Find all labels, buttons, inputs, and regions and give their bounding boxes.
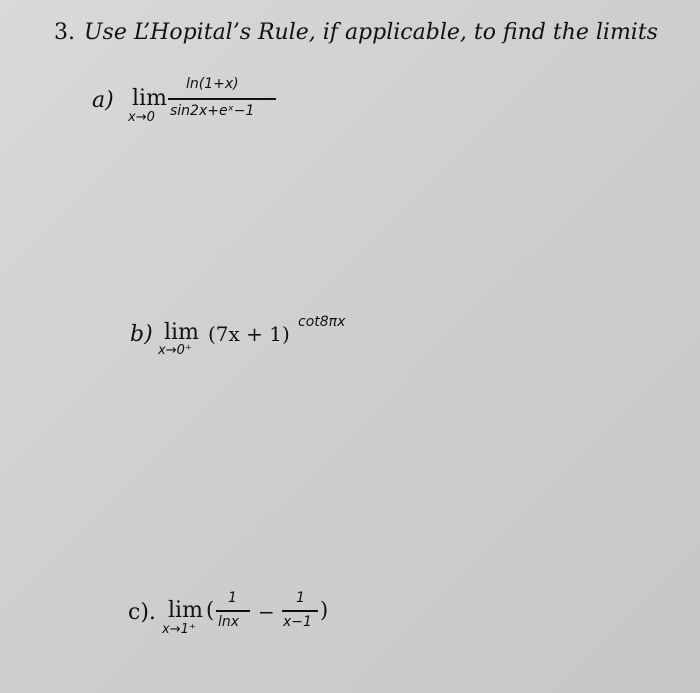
part-b-base: (7x + 1): [208, 322, 290, 346]
part-c-minus: −: [258, 600, 275, 624]
part-c-frac1-denominator: lnx: [218, 614, 240, 630]
part-c-lim: lim: [168, 598, 203, 623]
part-c-frac1-bar: [216, 610, 250, 612]
part-b-exponent: cot8πx: [298, 314, 346, 330]
part-c-close-paren: ): [320, 598, 329, 622]
part-a-numerator: ln(1+x): [186, 76, 239, 92]
problem-number: 3.: [54, 20, 75, 45]
part-c-frac2-numerator: 1: [296, 590, 305, 606]
part-b-approach: x→0⁺: [158, 343, 192, 358]
part-c-frac2-bar: [282, 610, 318, 612]
part-a-lim: lim: [132, 86, 167, 111]
part-c-open-paren: (: [206, 598, 215, 622]
part-c-approach: x→1⁺: [162, 622, 196, 637]
part-a-denominator: sin2x+eˣ−1: [170, 103, 255, 119]
part-b-lim: lim: [164, 320, 199, 345]
part-a-label: a): [92, 88, 114, 113]
part-a-fraction-bar: [168, 98, 276, 100]
problem-instruction: Use L’Hopital’s Rule, if applicable, to find the limits: [84, 20, 658, 45]
part-a-approach: x→0: [128, 110, 155, 125]
part-c-label: c).: [128, 600, 156, 625]
part-c-frac2-denominator: x−1: [283, 614, 312, 630]
part-b-label: b): [130, 322, 153, 347]
part-c-frac1-numerator: 1: [228, 590, 237, 606]
